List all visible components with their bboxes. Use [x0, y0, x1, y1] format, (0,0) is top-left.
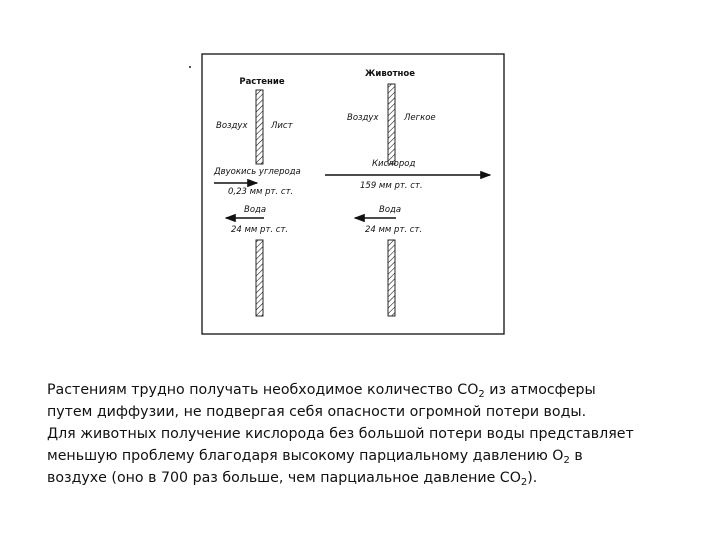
- plant-title: Растение: [239, 77, 285, 87]
- animal-gas-label: Кислород: [372, 159, 416, 169]
- plant-gas-pressure: 0,23 мм рт. ст.: [228, 187, 294, 197]
- animal-lung-label: Легкое: [404, 113, 436, 123]
- animal-title: Животное: [365, 69, 415, 79]
- animal-water-pressure: 24 мм рт. ст.: [365, 225, 423, 235]
- animal-air-label: Воздух: [347, 113, 379, 123]
- plant-air-label: Воздух: [216, 121, 248, 131]
- plant-water-pressure: 24 мм рт. ст.: [231, 225, 289, 235]
- animal-membrane-lower: [388, 240, 395, 316]
- caption: [47, 379, 697, 489]
- plant-leaf-label: Лист: [271, 121, 293, 131]
- animal-membrane-upper: [388, 84, 395, 164]
- caption-line-1: Растениям трудно получать необходимое количество $CO_2$ из атмосферы: [47, 382, 596, 400]
- caption-line-5: воздухе (оно в 700 раз больше, чем парциальное давление $CO_2$).: [47, 470, 538, 488]
- caption-line-2: путем диффузии, не подвергая себя опасности огромной потери воды.: [47, 404, 587, 420]
- plant-gas-label: Двуокись углерода: [214, 167, 301, 177]
- caption-line-4: меньшую проблему благодаря высокому парциальному давлению $O_2$ в: [47, 448, 583, 466]
- animal-water-label: Вода: [379, 205, 402, 215]
- plant-membrane-upper: [256, 90, 263, 164]
- caption-line-3: Для животных получение кислорода без большой потери воды представляет: [47, 426, 634, 442]
- animal-gas-pressure: 159 мм рт. ст.: [360, 181, 423, 191]
- plant-membrane-lower: [256, 240, 263, 316]
- stray-mark: [189, 66, 191, 68]
- plant-water-label: Вода: [244, 205, 267, 215]
